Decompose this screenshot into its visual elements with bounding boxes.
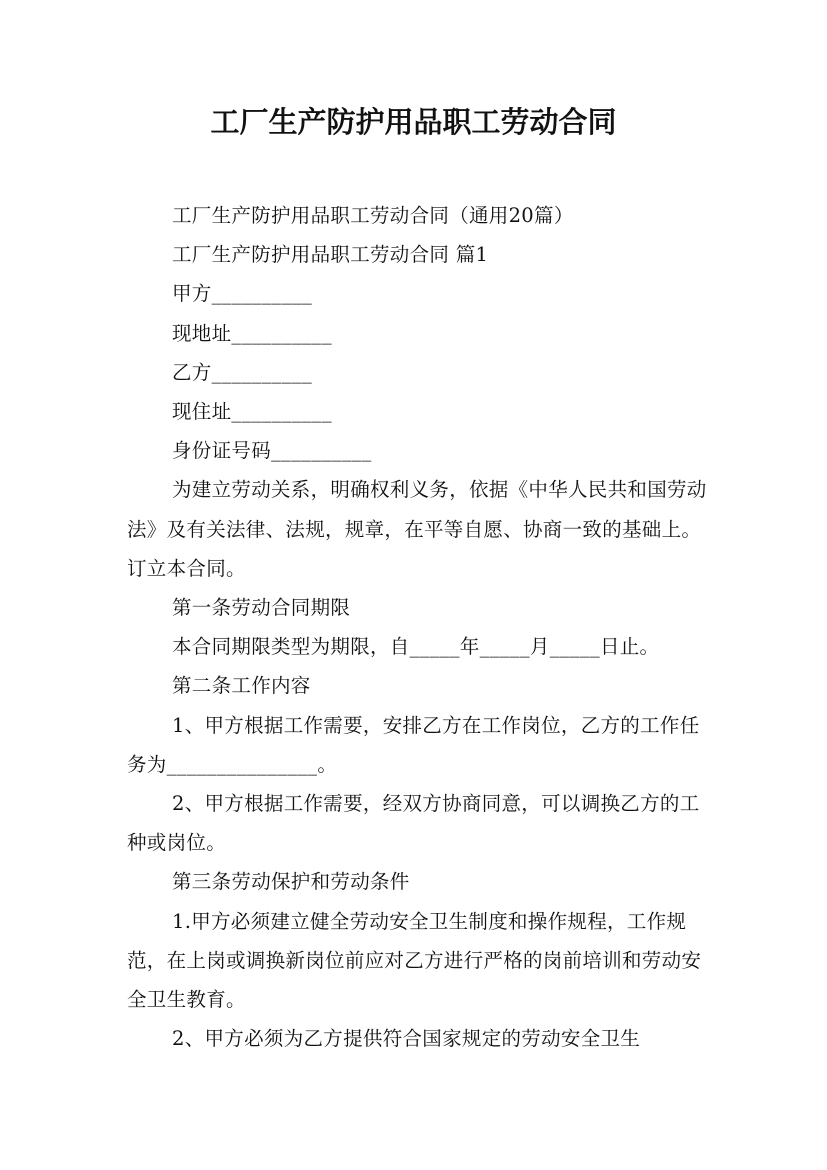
article-3-heading: 第三条劳动保护和劳动条件 (172, 870, 410, 894)
article-2-heading: 第二条工作内容 (172, 674, 311, 698)
chapter-heading: 工厂生产防护用品职工劳动合同 篇1 (172, 243, 489, 267)
party-a-field: 甲方__________ (172, 282, 313, 306)
document-title: 工厂生产防护用品职工劳动合同 (210, 105, 617, 139)
document-body (127, 196, 707, 1058)
contract-term-paragraph: 本合同期限类型为期限，自_____年_____月_____日止。 (172, 635, 660, 659)
party-b-field: 乙方__________ (172, 360, 313, 384)
subtitle-paragraph: 工厂生产防护用品职工劳动合同（通用20篇） (172, 204, 574, 227)
labor-protection-item-1: 1.甲方必须建立健全劳动安全卫生制度和操作规程，工作规范，在上岗或调换新岗位前应对乙方进行严格的岗前培训和劳动安全卫生教育。 (127, 909, 702, 1012)
labor-protection-item-2: 2、甲方必须为乙方提供符合国家规定的劳动安全卫生 (172, 1027, 641, 1051)
work-content-item-1: 1、甲方根据工作需要，安排乙方在工作岗位，乙方的工作任务为_______________。 (127, 713, 700, 776)
article-1-heading: 第一条劳动合同期限 (172, 596, 351, 620)
work-content-item-2: 2、甲方根据工作需要，经双方协商同意，可以调换乙方的工种或岗位。 (127, 792, 700, 855)
residence-address-field: 现住址__________ (172, 400, 332, 424)
current-address-field: 现地址__________ (172, 321, 332, 345)
preamble-paragraph: 为建立劳动关系，明确权利义务，依据《中华人民共和国劳动法》及有关法律、法规，规章，在平等自愿、协商一致的基础上。订立本合同。 (127, 478, 707, 580)
id-number-field: 身份证号码__________ (172, 439, 372, 463)
